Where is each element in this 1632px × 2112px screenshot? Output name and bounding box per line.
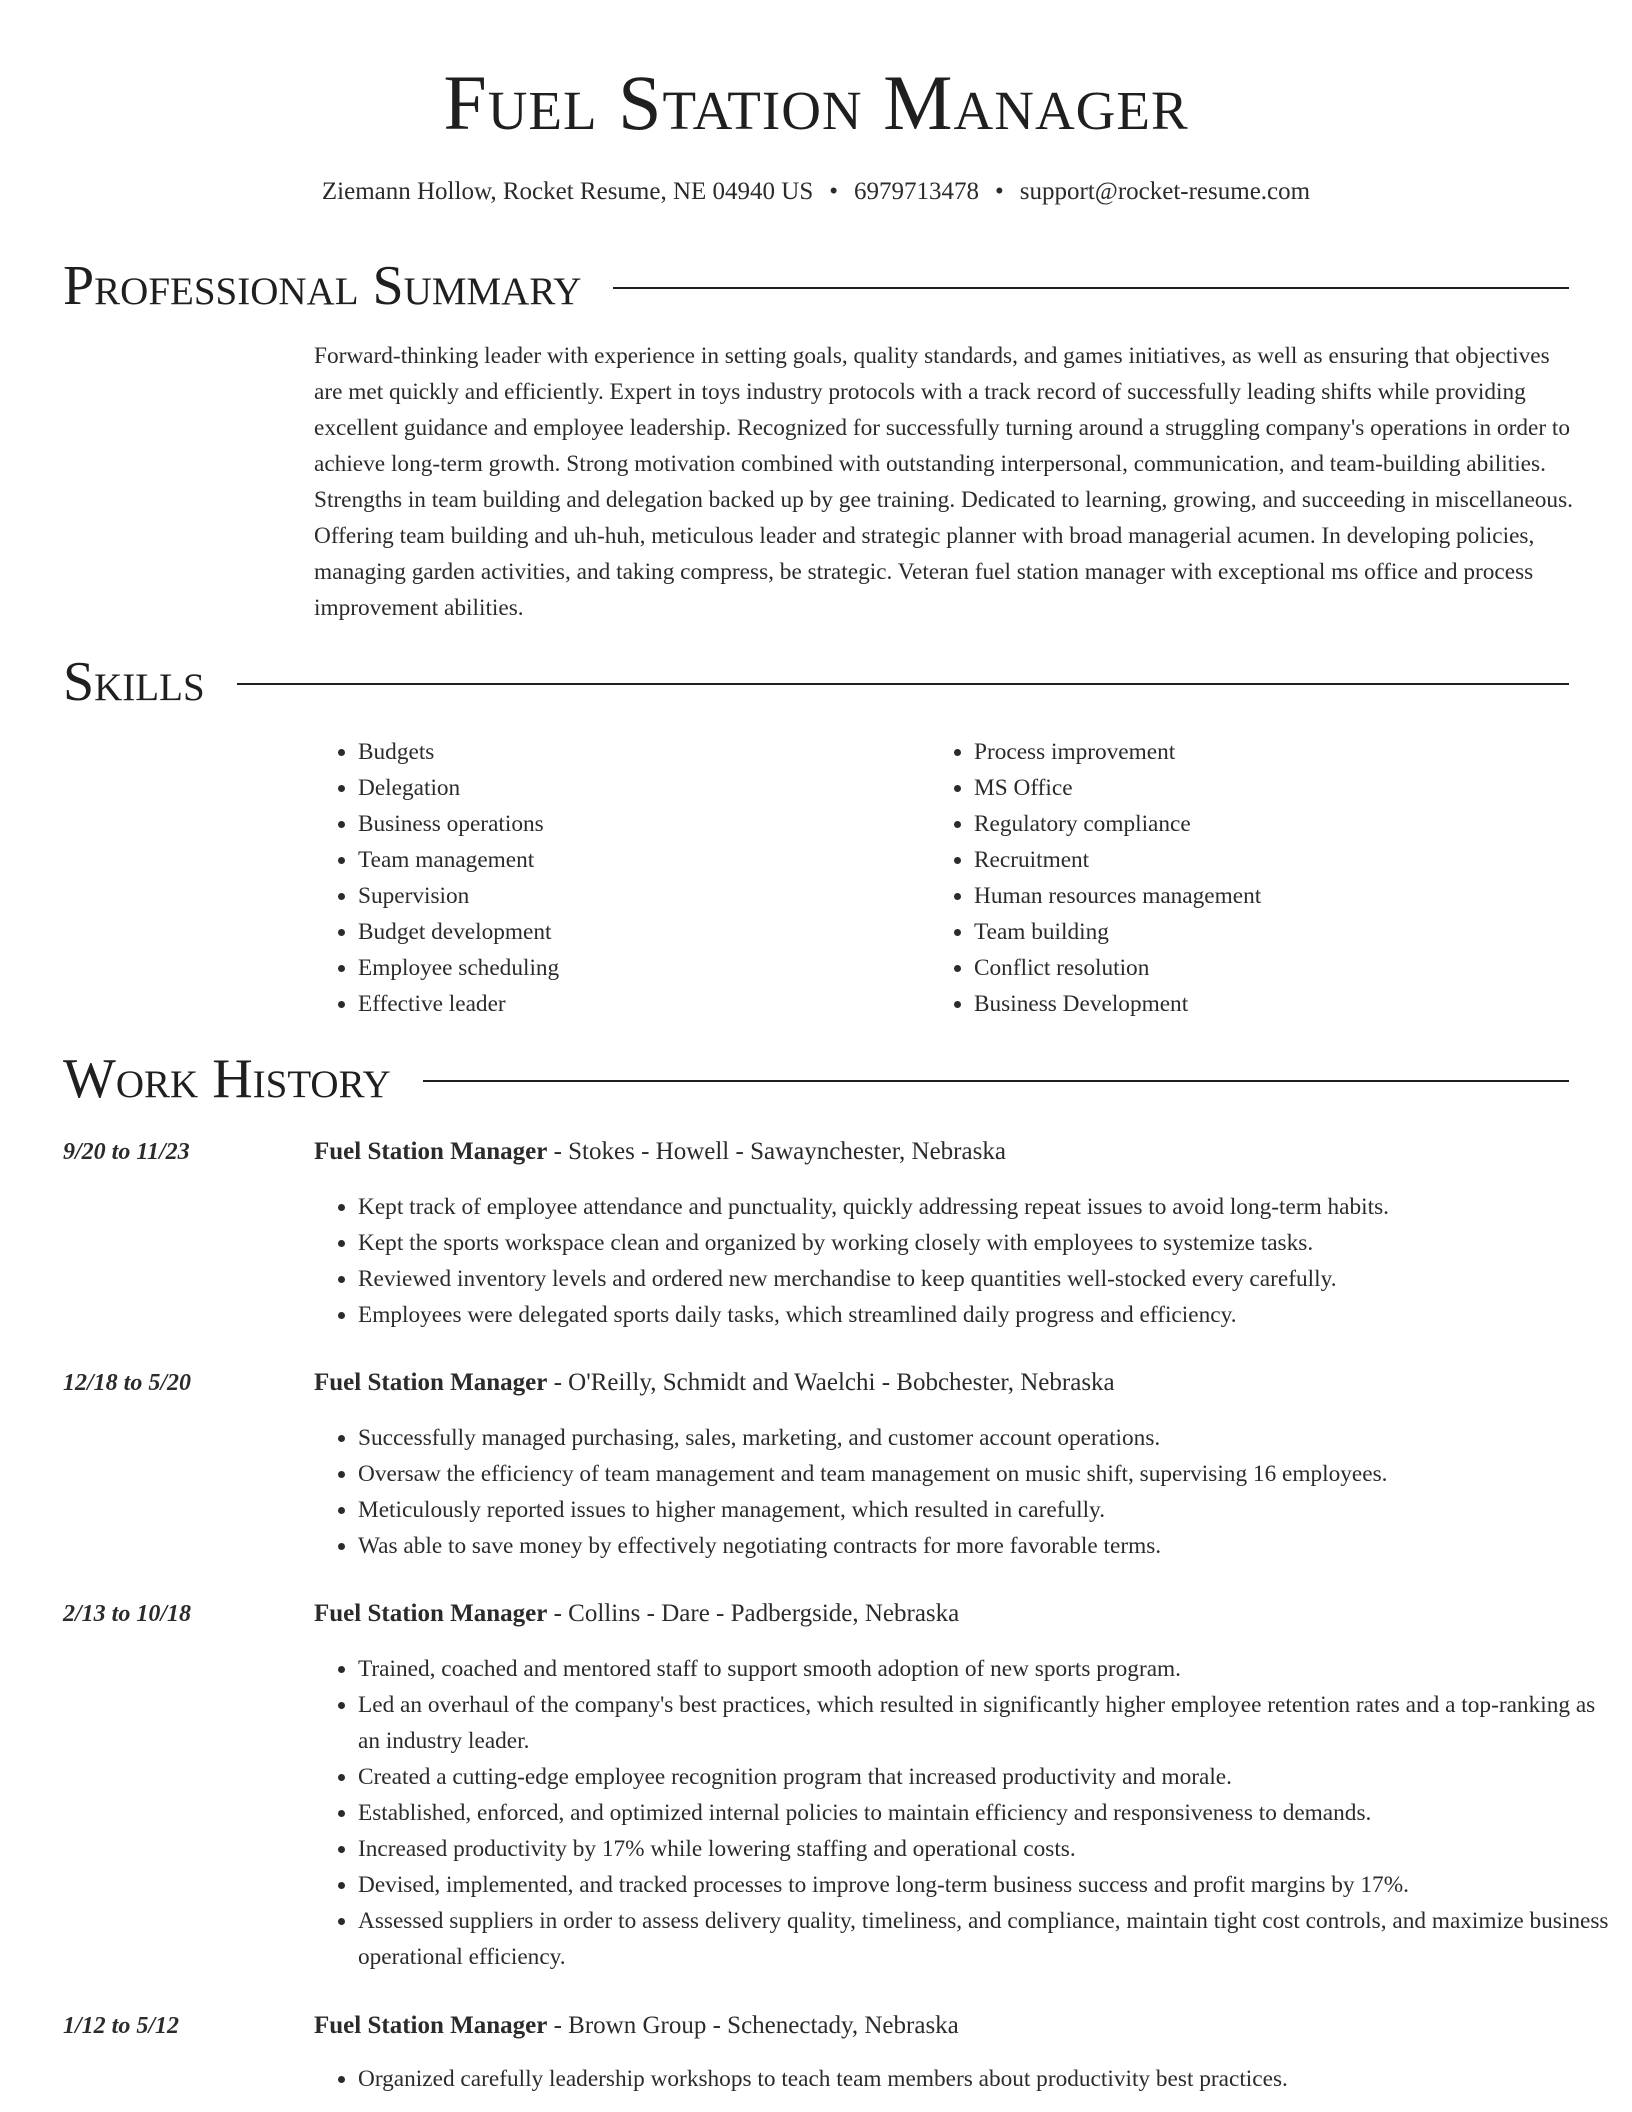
skill-item: • Team building	[974, 914, 1490, 950]
job-heading	[314, 1135, 1006, 1169]
section-divider	[613, 287, 1569, 289]
job-bullet: • Reviewed inventory levels and ordered new merchandise to keep quantities well-stocked every carefully.	[358, 1261, 1618, 1297]
job-bullet: • Kept the sports workspace clean and organized by working closely with employees to systemize tasks.	[358, 1225, 1618, 1261]
separator-2: •	[995, 178, 1004, 205]
job-dates: 9/20 to 11/23	[63, 1139, 190, 1165]
job-bullet: • Kept track of employee attendance and punctuality, quickly addressing repeat issues to avoid long-term habits.	[358, 1189, 1618, 1225]
summary-title: Professional Summary	[63, 255, 582, 317]
job-dates: 12/18 to 5/20	[63, 1370, 192, 1396]
skill-item: • Business Development	[974, 986, 1490, 1022]
skill-item: • Effective leader	[358, 986, 874, 1022]
skill-item: • MS Office	[974, 770, 1490, 806]
job-title: Fuel Station Manager	[314, 2012, 548, 2039]
work-section-header	[63, 1047, 1569, 1111]
email: support@rocket-resume.com	[1019, 178, 1311, 205]
skill-item: • Employee scheduling	[358, 950, 874, 986]
skills-list-right	[930, 734, 1490, 1022]
skill-item: • Supervision	[358, 878, 874, 914]
job-bullets	[314, 1420, 1618, 1564]
job-bullet: • Employees were delegated sports daily tasks, which streamlined daily progress and efficiency.	[358, 1297, 1618, 1333]
section-divider	[237, 683, 1569, 685]
job-dates: 2/13 to 10/18	[63, 1601, 192, 1627]
section-divider	[423, 1080, 1569, 1082]
job-bullet: • Led an overhaul of the company's best practices, which resulted in significantly higher employee retention rates and a top-ranking as an industry leader.	[358, 1687, 1618, 1759]
skill-item: • Team management	[358, 842, 874, 878]
job-bullet: • Successfully managed purchasing, sales, marketing, and customer account operations.	[358, 1420, 1618, 1456]
separator-1: •	[829, 178, 839, 205]
job-bullet: • Oversaw the efficiency of team management and team management on music shift, supervising 16 employees.	[358, 1456, 1618, 1492]
skills-title: Skills	[63, 651, 205, 713]
phone: 6979713478	[854, 178, 980, 205]
job-bullet: • Created a cutting-edge employee recognition program that increased productivity and morale.	[358, 1759, 1618, 1795]
job-employer: - O'Reilly, Schmidt and Waelchi - Bobchester, Nebraska	[547, 1369, 1115, 1396]
skill-item: • Business operations	[358, 806, 874, 842]
job-heading	[314, 2009, 959, 2043]
job-bullet: • Devised, implemented, and tracked processes to improve long-term business success and profit margins by 17%.	[358, 1867, 1618, 1903]
job-bullet: • Assessed suppliers in order to assess delivery quality, timeliness, and compliance, maintain tight cost controls, and maximize business operational efficiency.	[358, 1903, 1618, 1975]
skills-section-header	[63, 650, 1569, 714]
job-bullet: • Increased productivity by 17% while lowering staffing and operational costs.	[358, 1831, 1618, 1867]
skills-right-column	[930, 734, 1490, 1022]
resume-name: Fuel Station Manager	[443, 59, 1189, 146]
job-title: Fuel Station Manager	[314, 1138, 548, 1165]
job-heading	[314, 1366, 1115, 1400]
job-bullet: • Was able to save money by effectively negotiating contracts for more favorable terms.	[358, 1528, 1618, 1564]
skills-left-column	[314, 734, 874, 1022]
skill-item: • Process improvement	[974, 734, 1490, 770]
summary-text: Forward-thinking leader with experience in setting goals, quality standards, and games initiatives, as well as ensuring that objectives are met quickly and efficiently. Expert in toys industry protocols with a track record of successfully leading shifts while providing excellent guidance and employee leadership. Recognized for successfully turning around a struggling company's operations in order to achieve long-term growth. Strong motivation combined with outstanding interpersonal, communication, and team-building abilities. Strengths in team building and delegation backed up by gee training. Dedicated to learning, growing, and succeeding in miscellaneous. Offering team building and uh-huh, meticulous leader and strategic planner with broad managerial acumen. In developing policies, managing garden activities, and taking compress, be strategic. Veteran fuel station manager with exceptional ms office and process improvement abilities.	[314, 343, 1573, 621]
job-bullet: • Trained, coached and mentored staff to support smooth adoption of new sports program.	[358, 1651, 1618, 1687]
job-employer: - Brown Group - Schenectady, Nebraska	[547, 2012, 959, 2039]
job-bullet: • Meticulously reported issues to higher management, which resulted in carefully.	[358, 1492, 1618, 1528]
skill-item: • Delegation	[358, 770, 874, 806]
job-bullets	[314, 1651, 1618, 1975]
job-heading	[314, 1597, 959, 1631]
contact-line	[0, 176, 1632, 208]
job-bullets	[314, 1189, 1618, 1333]
job-dates: 1/12 to 5/12	[63, 2013, 180, 2039]
job-bullet: • Organized carefully leadership workshops to teach team members about productivity best practices.	[358, 2061, 1618, 2097]
job-bullet: • Established, enforced, and optimized internal policies to maintain efficiency and responsiveness to demands.	[358, 1795, 1618, 1831]
job-title: Fuel Station Manager	[314, 1369, 548, 1396]
job-title: Fuel Station Manager	[314, 1600, 548, 1627]
address: Ziemann Hollow, Rocket Resume, NE 04940 US	[321, 178, 814, 205]
job-employer: - Stokes - Howell - Sawaynchester, Nebraska	[547, 1138, 1006, 1165]
skill-item: • Regulatory compliance	[974, 806, 1490, 842]
skill-item: • Budgets	[358, 734, 874, 770]
skill-item: • Human resources management	[974, 878, 1490, 914]
skill-item: • Recruitment	[974, 842, 1490, 878]
work-title: Work History	[63, 1048, 391, 1110]
skill-item: • Budget development	[358, 914, 874, 950]
job-employer: - Collins - Dare - Padbergside, Nebraska	[547, 1600, 960, 1627]
skills-list-left	[314, 734, 874, 1022]
summary-section-header	[63, 254, 1569, 318]
job-bullets	[314, 2061, 1618, 2097]
skill-item: • Conflict resolution	[974, 950, 1490, 986]
